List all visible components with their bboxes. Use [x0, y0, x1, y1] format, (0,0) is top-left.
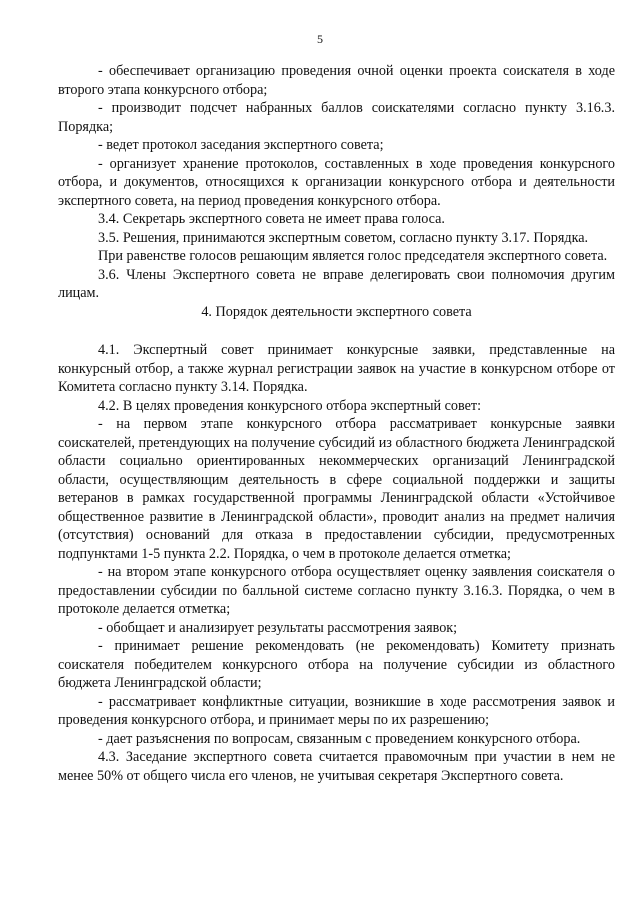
paragraph: 4.2. В целях проведения конкурсного отбора экспертный совет:	[98, 397, 482, 414]
paragraph: - производит подсчет набранных баллов соискателями согласно пункту 3.16.3. Порядка;	[58, 100, 615, 135]
page-number: 5	[317, 32, 323, 46]
paragraph: - дает разъяснения по вопросам, связанным с проведением конкурсного отбора.	[98, 730, 581, 747]
paragraph: 3.4. Секретарь экспертного совета не имеет права голоса.	[98, 211, 445, 227]
paragraph: - рассматривает конфликтные ситуации, возникшие в ходе рассмотрения заявок и проведения конкурсного отбора, и принимает меры по их разрешению;	[58, 693, 615, 728]
paragraph: 3.6. Члены Экспертного совета не вправе делегировать свои полномочия другим лицам.	[58, 266, 615, 301]
paragraph: - ведет протокол заседания экспертного совета;	[98, 137, 384, 153]
paragraph: - обобщает и анализирует результаты рассмотрения заявок;	[98, 619, 458, 636]
document-body	[58, 62, 615, 785]
paragraph: - на втором этапе конкурсного отбора осуществляет оценку заявления соискателя о предоставлении субсидии по балльной системе согласно пункту 3.16.3. Порядка, о чем в протоколе делается отметка;	[58, 564, 615, 617]
paragraph: 3.5. Решения, принимаются экспертным советом, согласно пункту 3.17. Порядка.	[98, 229, 589, 246]
section-heading: 4. Порядок деятельности экспертного совета	[201, 303, 472, 320]
paragraph: - принимает решение рекомендовать (не рекомендовать) Комитету признать соискателя победителем конкурсного отбора на получение субсидии из областного бюджета Ленинградской области;	[58, 638, 615, 691]
paragraph: - организует хранение протоколов, составленных в ходе проведения конкурсного отбора, и документов, относящихся к организации конкурсного отбора и деятельности экспертного совета, на период проведения конкурсного отбора.	[58, 155, 615, 209]
paragraph: При равенстве голосов решающим является голос председателя экспертного совета.	[98, 248, 608, 264]
paragraph: 4.1. Экспертный совет принимает конкурсные заявки, представленные на конкурсный отбор, а также журнал регистрации заявок на участие в конкурсном отборе от Комитета согласно пункту 3.14. Порядка.	[58, 342, 615, 395]
paragraph: - обеспечивает организацию проведения очной оценки проекта соискателя в ходе второго этапа конкурсного отбора;	[58, 63, 615, 98]
paragraph: - на первом этапе конкурсного отбора рассматривает конкурсные заявки соискателей, претендующих на получение субсидий из областного бюджета Ленинградской области социально ориентированных некоммерческих организаций Ленинградской области, осуществляющим деятельность в сфере социальной поддержки и защиты ветеранов в рамках государственной программы Ленинградской области «Устойчивое общественное развитие в Ленинградской области», проводит анализ на предмет наличия (отсутствия) оснований для отказа в предоставлении субсидии, предусмотренных подпунктами 1-5 пункта 2.2. Порядка, о чем в протоколе делается отметка;	[58, 416, 615, 562]
paragraph: 4.3. Заседание экспертного совета считается правомочным при участии в нем не менее 50% от общего числа его членов, не учитывая секретаря Экспертного совета.	[58, 749, 615, 784]
